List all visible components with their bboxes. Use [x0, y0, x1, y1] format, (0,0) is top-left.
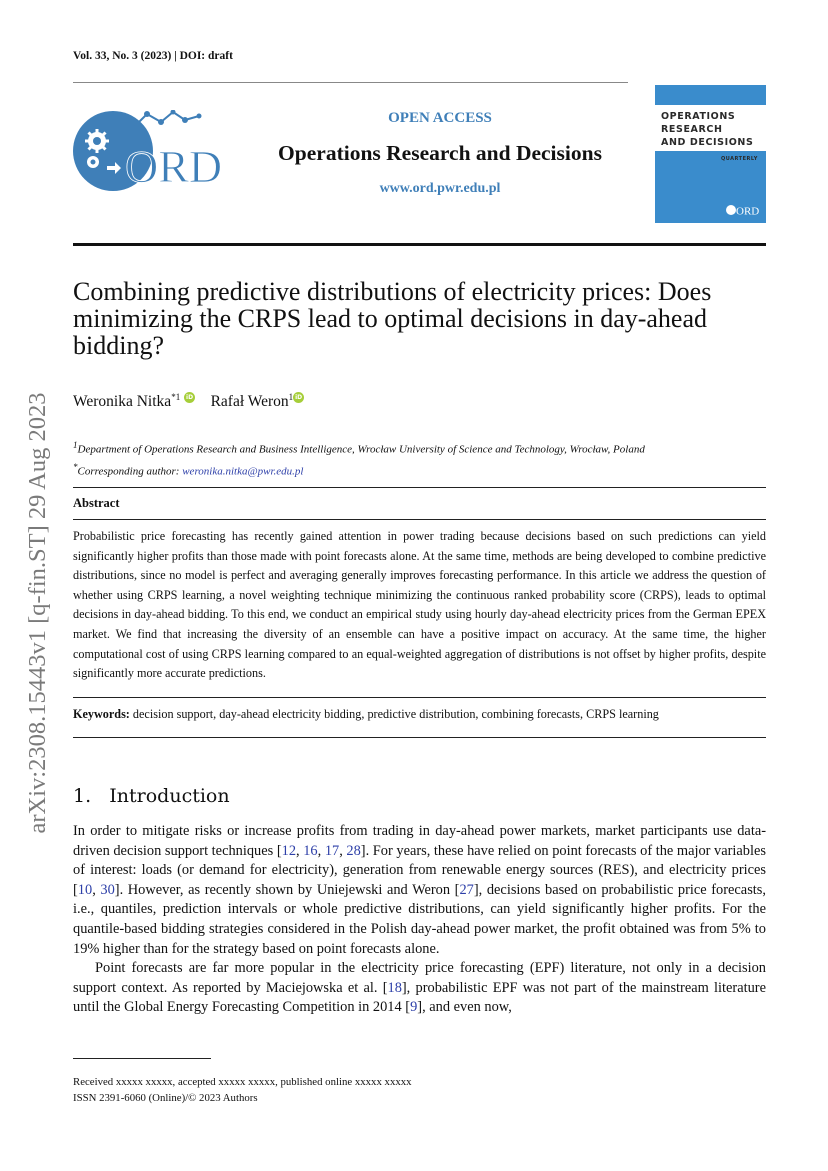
- publication-info: [73, 1074, 412, 1106]
- keywords-bottom-rule: [73, 737, 766, 738]
- abstract-top-rule: [73, 487, 766, 488]
- journal-cover: [655, 85, 766, 223]
- paragraph: In order to mitigate risks or increase profits from trading in day-ahead power markets, market participants use data-driven decision support techniques [12, 16, 17, 28]. For years, these have relied on point forecasts of the major variables of interest: loads (or demand for electricity), generation from renewable energy sources (RES), and electricity prices [10, 30]. However, as recently shown by Uniejewski and Weron [27], decisions based on probabilistic price forecasts, i.e., quantiles, prediction intervals or whole predictive distributions, can yield significantly higher profits. For the quantile-based bidding strategies considered in the Polish day-ahead power market, the profit obtained was from 5% to 19% higher than for the strategy based on point forecasts alone.: [73, 823, 766, 957]
- orcid-icon[interactable]: iD: [295, 394, 303, 402]
- author-name: Rafał Weron: [210, 393, 289, 411]
- abstract-heading: Abstract: [73, 496, 120, 510]
- author-list: [73, 392, 304, 411]
- section-heading: [73, 785, 230, 807]
- introduction-body: [73, 822, 766, 1018]
- citation-link[interactable]: 30: [100, 881, 115, 898]
- author-name: Weronika Nitka: [73, 393, 172, 411]
- email-link[interactable]: weronika.nitka@pwr.edu.pl: [182, 465, 304, 478]
- citation-link[interactable]: 27: [459, 881, 474, 898]
- cover-quarterly: QUARTERLY: [721, 156, 758, 162]
- keywords: [73, 707, 766, 722]
- citation-link[interactable]: 28: [346, 842, 361, 859]
- received-line: Received xxxxx xxxxx, accepted xxxxx xxxxx, published online xxxxx xxxxx: [73, 1076, 412, 1088]
- section-title: Introduction: [109, 785, 230, 807]
- abstract-head-rule: [73, 519, 766, 520]
- cover-line-1: OPERATIONS: [661, 111, 736, 122]
- corresponding-author: *Corresponding author: weronika.nitka@pwr.edu.pl: [73, 461, 304, 478]
- keywords-text: decision support, day-ahead electricity bidding, predictive distribution, combining forecasts, CRPS learning: [129, 707, 659, 721]
- keywords-top-rule: [73, 697, 766, 698]
- arxiv-stamp: [18, 355, 58, 870]
- citation-link[interactable]: 17: [324, 842, 340, 859]
- logo-text: ORD: [125, 141, 223, 192]
- keywords-label: Keywords:: [73, 707, 130, 721]
- open-access-label: OPEN ACCESS: [388, 110, 492, 126]
- cover-line-2: RESEARCH: [661, 124, 723, 135]
- header-rule: [73, 82, 628, 83]
- citation-link[interactable]: 12: [281, 842, 297, 859]
- abstract-text: Probabilistic price forecasting has recently gained attention in power trading because decisions based on such predictions can yield significantly higher profits than those made with point forecasts alone. At the same time, methods are being developed to combine predictive distributions, since no model is perfect and averaging generally improves forecasting performance. In this article we address the question of whether using CRPS learning, a novel weighting technique minimizing the continuous ranked probability score (CRPS), leads to optimal decisions in day-ahead bidding. To this end, we conduct an empirical study using hourly day-ahead electricity prices from the German EPEX market. We find that increasing the diversity of an ensemble can have a positive impact on accuracy. At the same time, the higher computational cost of using CRPS learning compared to an equal-weighted aggregation of distributions is not offset by higher profits, despite significantly more accurate predictions.: [73, 529, 766, 681]
- cover-ord-mark: [725, 202, 761, 218]
- arxiv-stamp-text: arXiv:2308.15443v1 [q-fin.ST] 29 Aug 2023: [24, 392, 51, 833]
- cover-line-3: AND DECISIONS: [661, 137, 754, 148]
- ord-logo: [73, 110, 233, 192]
- author-sup: 1: [288, 392, 294, 402]
- journal-url-link[interactable]: www.ord.pwr.edu.pl: [379, 181, 501, 196]
- header-thick-rule: [73, 243, 766, 246]
- paper-title: Combining predictive distributions of electricity prices: Does minimizing the CRPS lead to optimal decisions in day-ahead bidding?: [73, 277, 712, 360]
- svg-text:ORD: ORD: [736, 205, 760, 218]
- author-sup: *1: [171, 392, 181, 402]
- citation-link[interactable]: 16: [303, 842, 318, 859]
- citation-link[interactable]: 18: [387, 979, 402, 996]
- citation-link[interactable]: 10: [77, 881, 93, 898]
- section-number: 1.: [73, 785, 92, 807]
- volume-info: Vol. 33, No. 3 (2023) | DOI: draft: [73, 50, 233, 62]
- cover-title-band: [655, 105, 766, 162]
- affiliation-line: $^1$Department of Operations Research and Business Intelligence, Wrocław University of Science and Technology, Wrocław, Poland: [73, 440, 645, 456]
- issn-line: ISSN 2391-6060 (Online)/© 2023 Authors: [73, 1092, 258, 1104]
- orcid-icon[interactable]: iD: [186, 394, 194, 402]
- journal-name: Operations Research and Decisions: [278, 141, 602, 165]
- affiliations: [73, 437, 645, 480]
- footnote-rule: [73, 1058, 211, 1059]
- citation-link[interactable]: 9: [410, 999, 418, 1016]
- paragraph: Point forecasts are far more popular in the electricity price forecasting (EPF) literature, not only in a decision support context. As reported by Maciejowska et al. [18], probabilistic EPF was not part of the mainstream literature until the Global Energy Forecasting Competition in 2014 [9], and even now,: [73, 960, 766, 1016]
